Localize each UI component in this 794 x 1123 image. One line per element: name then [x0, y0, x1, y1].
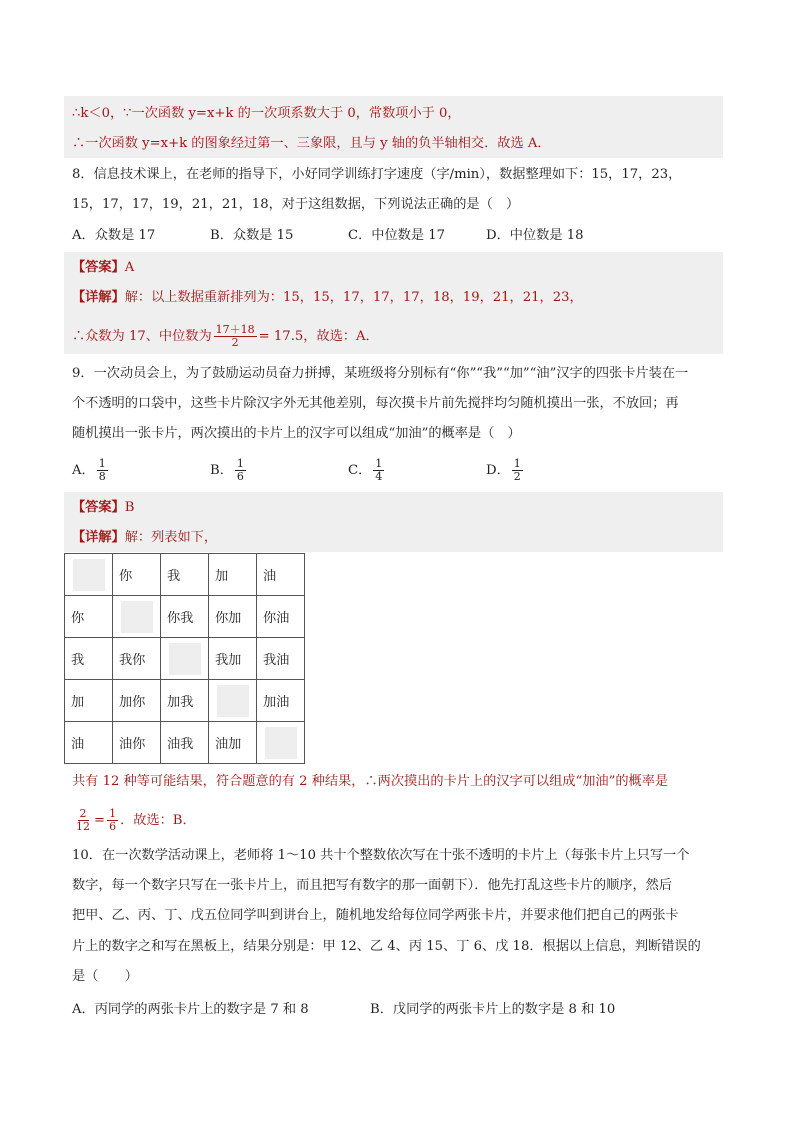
q9-stem-line-2: 个不透明的口袋中，这些卡片除汉字外无其他差别，每次摸卡片前先搅拌均匀随机摸出一张，不放回；再	[72, 396, 679, 411]
table-cell: 你油	[257, 596, 305, 638]
fraction-numerator: 2	[79, 807, 87, 820]
q8-detail-line-2	[72, 324, 379, 349]
q8-detail-text: 解：以上数据重新排列为：15，15，17，17，17，18，19，21，21，23，	[124, 290, 583, 305]
table-cell: 加	[209, 554, 257, 596]
option-label: A．	[72, 463, 95, 478]
q8-option-d: D．中位数是 18	[486, 228, 584, 243]
q9-result-line-2	[72, 808, 196, 833]
table-cell: 加油	[257, 680, 305, 722]
fraction-denominator: 2	[513, 470, 521, 483]
table-cell: 油	[65, 722, 113, 764]
option-fraction	[512, 458, 523, 483]
option-fraction	[373, 458, 384, 483]
table-cell-blank	[65, 554, 113, 596]
table-cell: 我加	[209, 638, 257, 680]
q10-stem-line-2: 数字，每一个数字只写在一张卡片上，而且把写有数字的那一面朝下）．他先打乱这些卡片的顺序，然后	[72, 878, 673, 893]
q9-result-end: ．故选：B．	[120, 813, 196, 828]
table-cell: 我	[161, 554, 209, 596]
detail-tag: 【详解】	[72, 530, 125, 545]
q10-option-a: A．丙同学的两张卡片上的数字是 7 和 8	[72, 1002, 309, 1017]
q10-stem-line-4: 片上的数字之和写在黑板上，结果分别是：甲 12、乙 4、丙 15、丁 6、戊 18．根据以上信息，判断错误的	[72, 939, 701, 954]
table-cell-blank	[257, 722, 305, 764]
detail-tag: 【详解】	[72, 290, 125, 305]
equals-sign: =	[94, 813, 106, 828]
option-label: D．	[486, 463, 510, 478]
fraction-numerator: 1	[513, 457, 521, 470]
q8-detail-line-1	[72, 288, 583, 308]
q9-stem-line-3: 随机摸出一张卡片，两次摸出的卡片上的汉字可以组成“加油”的概率是（ ）	[72, 426, 521, 441]
q8-stem-line-1: 8．信息技术课上，在老师的指导下，小好同学训练打字速度（字/min），数据整理如下：15，17，23，	[72, 167, 682, 182]
q8-answer-value: A	[124, 260, 135, 275]
answer-tag: 【答案】	[72, 260, 125, 275]
option-label: B．	[210, 463, 233, 478]
table-cell: 你	[65, 596, 113, 638]
q8-option-b: B．众数是 15	[210, 228, 294, 243]
q9-option-d	[486, 458, 525, 483]
q9-option-b	[210, 458, 248, 483]
table-cell: 你我	[161, 596, 209, 638]
option-fraction	[97, 458, 108, 483]
table-cell: 我油	[257, 638, 305, 680]
fraction-numerator: 1	[109, 807, 117, 820]
table-cell: 我	[65, 638, 113, 680]
q10-option-b: B．戊同学的两张卡片上的数字是 8 和 10	[370, 1002, 616, 1017]
fraction-numerator: 1	[98, 457, 106, 470]
result-fraction-1	[74, 808, 92, 833]
q8-detail-post: = 17.5，故选：A．	[258, 329, 379, 344]
result-fraction-2	[107, 808, 118, 833]
outcome-table	[64, 553, 305, 764]
table-cell-blank	[161, 638, 209, 680]
fraction-denominator: 2	[231, 336, 239, 349]
table-row	[65, 722, 305, 764]
table-cell: 加我	[161, 680, 209, 722]
table-cell: 我你	[113, 638, 161, 680]
q7-solution-line-1: ∴k＜0，∵一次函数 y=x+k 的一次项系数大于 0，常数项小于 0，	[72, 106, 461, 121]
q9-option-a	[72, 458, 110, 483]
table-cell: 你加	[209, 596, 257, 638]
q9-option-c	[348, 458, 386, 483]
table-cell-blank	[209, 680, 257, 722]
q9-answer	[72, 498, 134, 518]
q9-result-line-1: 共有 12 种等可能结果，符合题意的有 2 种结果，∴两次摸出的卡片上的汉字可以组成“加油”的概率是	[72, 774, 669, 789]
table-row	[65, 554, 305, 596]
fraction-denominator: 12	[76, 820, 90, 833]
q8-option-a: A．众数是 17	[72, 228, 156, 243]
q8-option-c: C．中位数是 17	[348, 228, 445, 243]
q9-answer-value: B	[124, 500, 135, 515]
fraction-denominator: 8	[98, 470, 106, 483]
q10-stem-line-3: 把甲、乙、丙、丁、戊五位同学叫到讲台上，随机地发给每位同学两张卡片，并要求他们把自己的两张卡	[72, 908, 679, 923]
q9-stem-line-1: 9．一次动员会上，为了鼓励运动员奋力拼搏，某班级将分别标有“你”“我”“加”“油”汉字的四张卡片装在一	[72, 366, 689, 381]
table-cell: 油	[257, 554, 305, 596]
table-cell-blank	[113, 596, 161, 638]
table-cell: 油你	[113, 722, 161, 764]
fraction-denominator: 4	[375, 470, 383, 483]
table-cell: 油加	[209, 722, 257, 764]
q7-solution-line-2: ∴一次函数 y=x+k 的图象经过第一、三象限，且与 y 轴的负半轴相交．故选 A．	[72, 136, 551, 151]
q8-detail-pre: ∴众数为 17、中位数为	[72, 329, 212, 344]
fraction-denominator: 6	[236, 470, 244, 483]
table-row	[65, 596, 305, 638]
table-row	[65, 638, 305, 680]
table-cell: 油我	[161, 722, 209, 764]
option-fraction	[235, 458, 246, 483]
table-row	[65, 680, 305, 722]
option-label: C．	[348, 463, 372, 478]
table-cell: 你	[113, 554, 161, 596]
q10-stem-line-5: 是（ ）	[72, 969, 138, 984]
q9-detail-text: 解：列表如下，	[124, 530, 218, 545]
fraction-denominator: 6	[109, 820, 117, 833]
q9-detail-line-1	[72, 528, 217, 548]
q10-stem-line-1: 10．在一次数学活动课上，老师将 1～10 共十个整数依次写在十张不透明的卡片上（每张卡片上只写一个	[72, 848, 690, 863]
answer-tag: 【答案】	[72, 500, 125, 515]
fraction-numerator: 17＋18	[215, 323, 255, 336]
q8-stem-line-2: 15，17，17，19，21，21，18，对于这组数据，下列说法正确的是（ ）	[72, 197, 520, 212]
fraction-numerator: 1	[236, 457, 244, 470]
table-cell: 加你	[113, 680, 161, 722]
table-cell: 加	[65, 680, 113, 722]
q8-answer	[72, 258, 134, 278]
q8-median-fraction	[214, 324, 257, 349]
fraction-numerator: 1	[375, 457, 383, 470]
